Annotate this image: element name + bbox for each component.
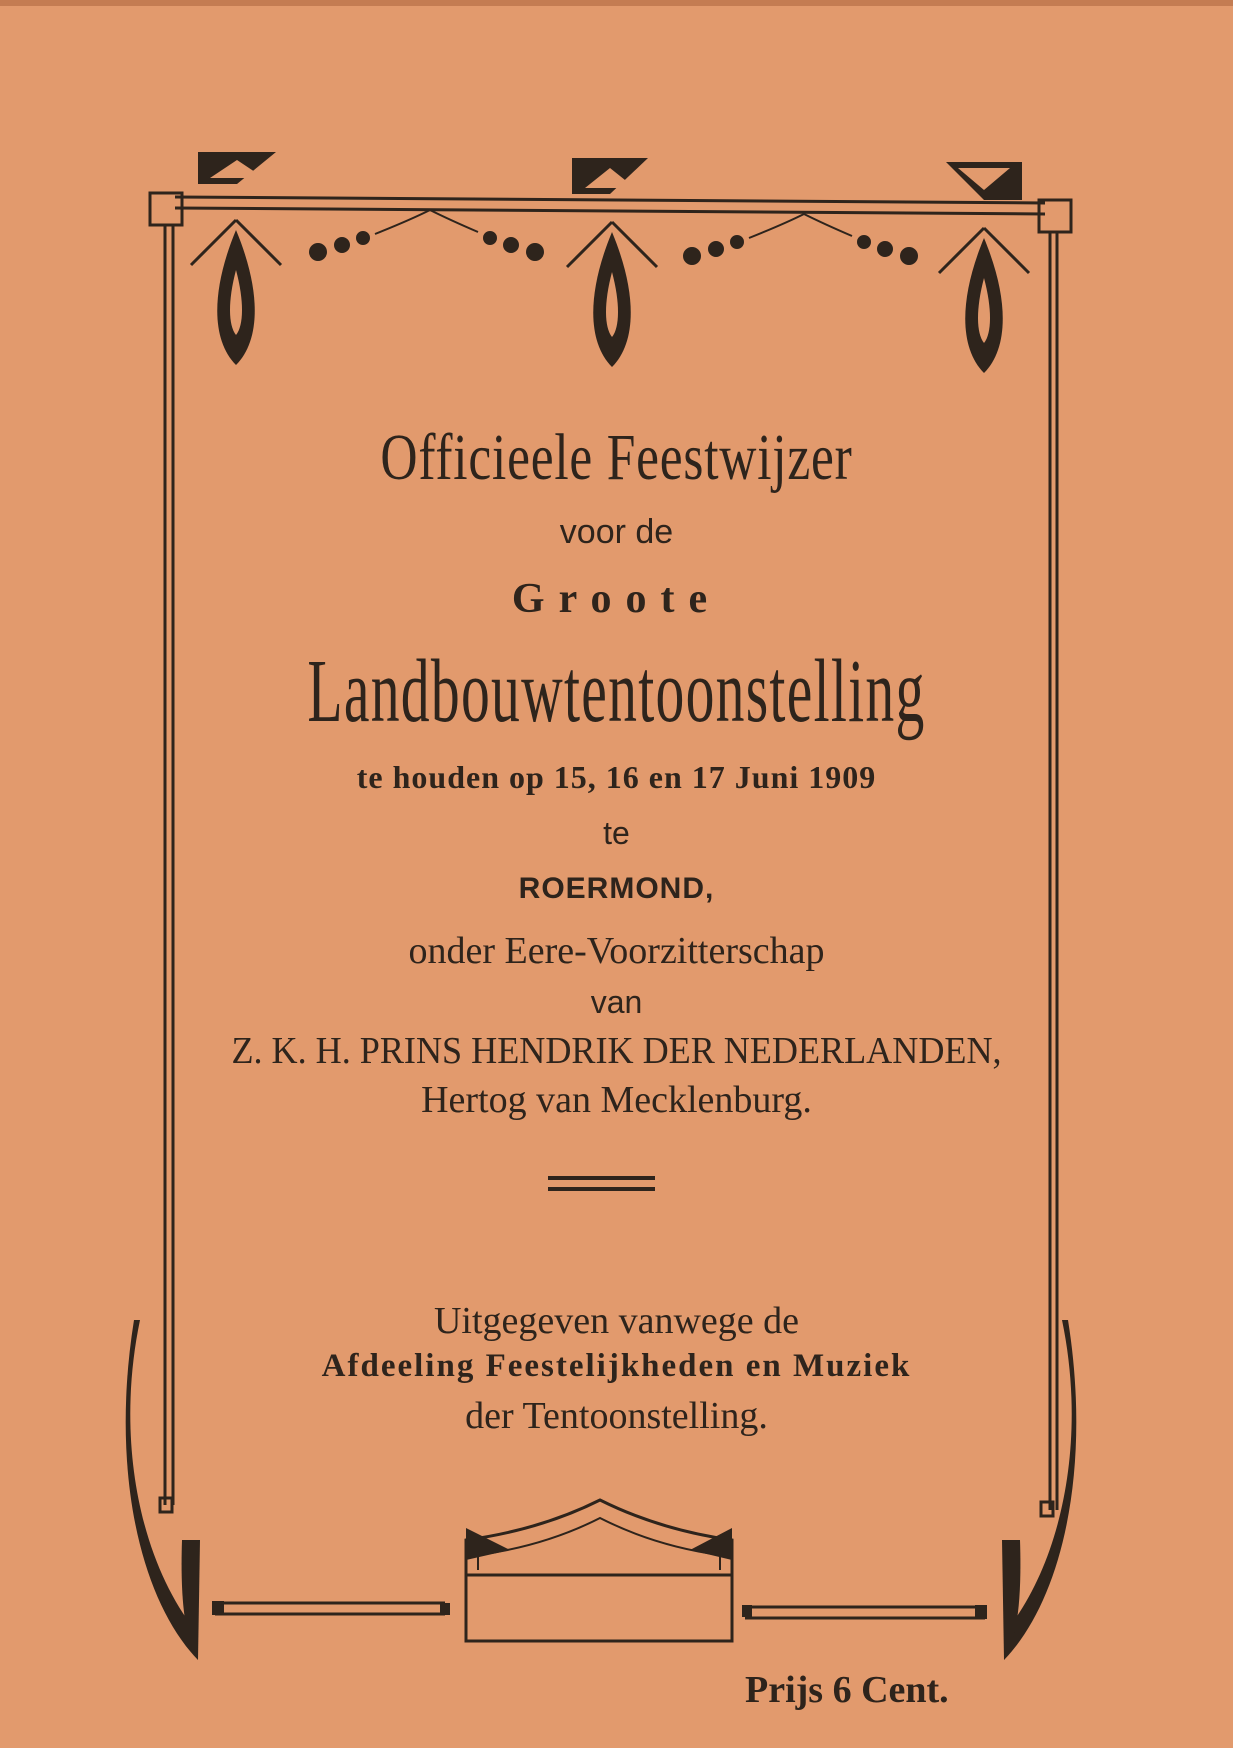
subtitle-voor: voor de [559,513,674,551]
event-city: ROERMOND, [518,872,715,905]
tassel-icon [191,220,1029,373]
honorary-chair-line: onder Eere-Voorzitterschap [408,930,825,972]
publisher-line-1: Uitgegeven vanwege de [433,1300,800,1342]
line-van: van [590,984,643,1020]
event-dates: te houden op 15, 16 en 17 Juni 1909 [356,759,877,795]
line-te: te [603,815,630,851]
publisher-line-2: Afdeeling Feestelijkheden en Muziek [321,1348,912,1384]
prince-title: Hertog van Mecklenburg. [421,1079,812,1121]
prince-name: Z. K. H. PRINS HENDRIK DER NEDERLANDEN, [231,1030,1002,1072]
price-label: Prijs 6 Cent. [745,1669,949,1711]
subtitle-groote: Groote [511,576,722,622]
main-heading: Landbouwtentoonstelling [307,642,926,741]
double-rule-icon [548,1178,655,1189]
crown-ornament-icon [466,1500,732,1641]
booklet-title: Officieele Feestwijzer [380,421,853,494]
publisher-line-3: der Tentoonstelling. [465,1395,768,1437]
